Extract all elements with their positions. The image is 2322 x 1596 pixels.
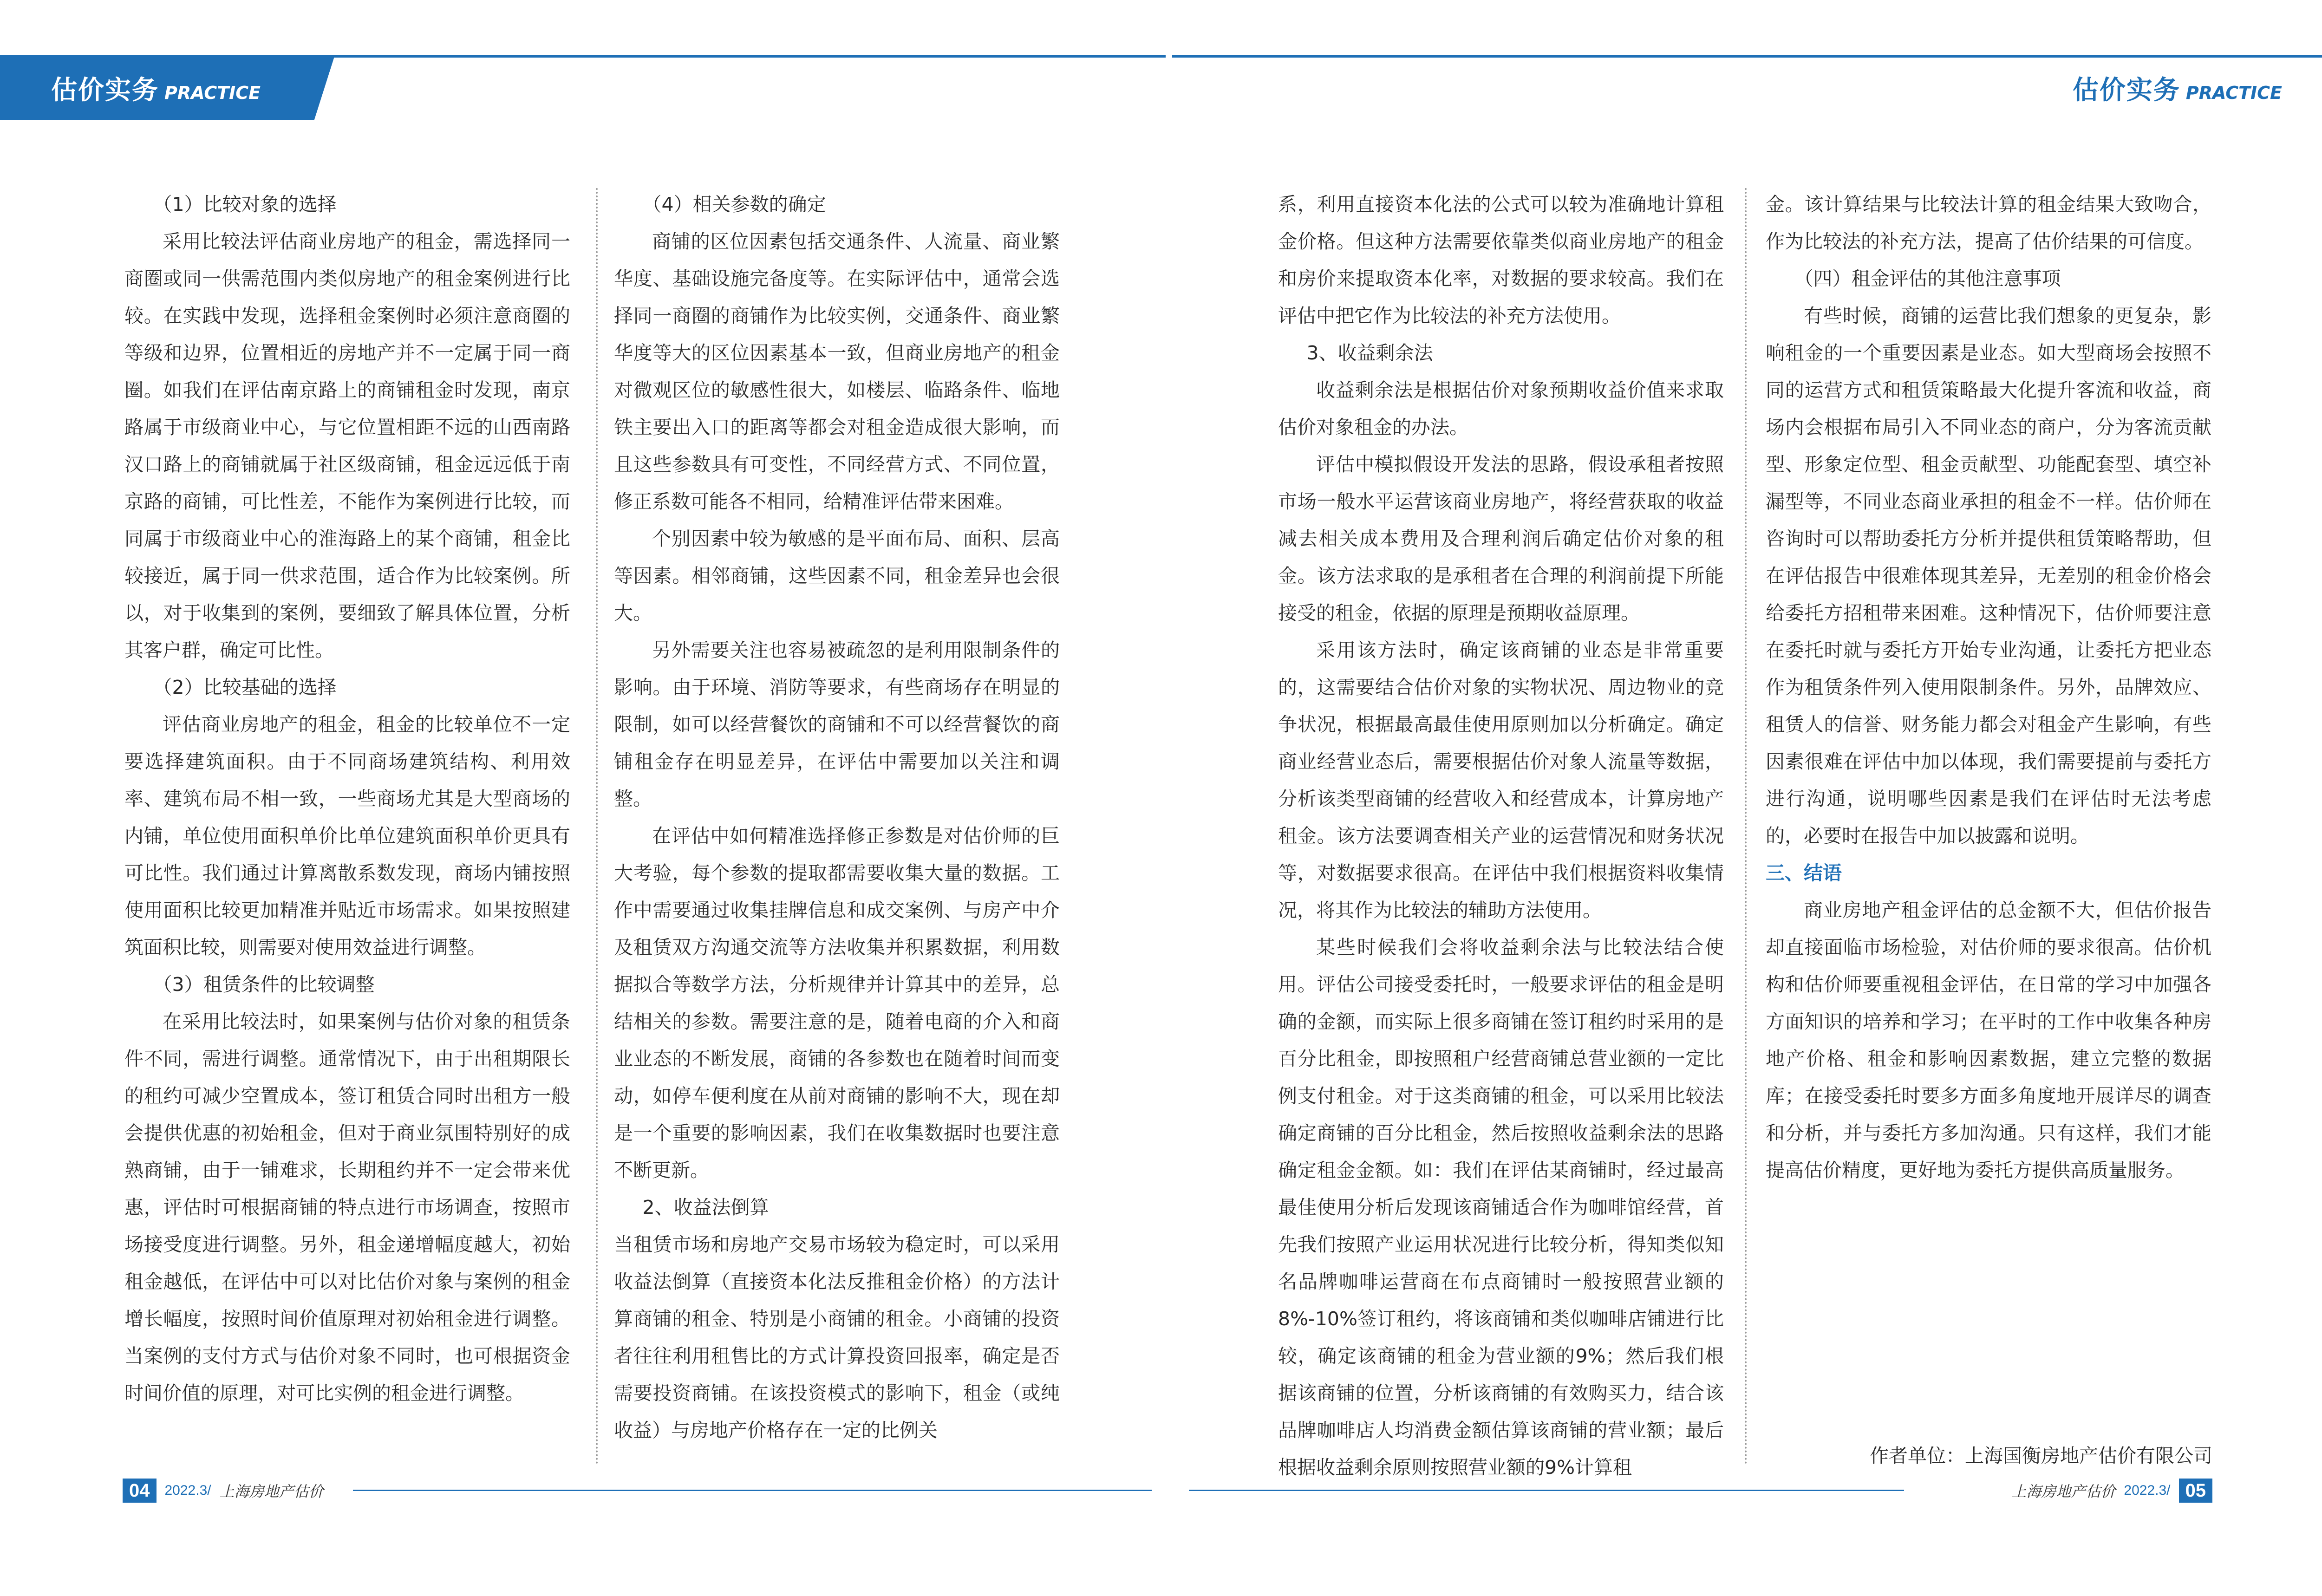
subheading: （1）比较对象的选择: [153, 193, 337, 215]
column-divider: [596, 188, 598, 1465]
paragraph: 商铺的区位因素包括交通条件、人流量、商业繁华度、基础设施完备度等。在实际评估中，通常会选择同一商圈的商铺作为比较实例，交通条件、商业繁华度等大的区位因素基本一致，但商业房地产的租金对微观区位的敏感性很大，如楼层、临路条件、临地铁主要出入口的距离等都会对租金造成很大影响，而且这些参数具有可变性，不同经营方式、不同位置，修正系数可能各不相同，给精准评估带来困难。: [614, 230, 1060, 513]
paragraph: 采用该方法时，确定该商铺的业态是非常重要的，这需要结合估价对象的实物状况、周边物业的竞争状况，根据最高最佳使用原则加以分析确定。确定商业经营业态后，需要根据估价对象人流量等数据，分析该类型商铺的经营收入和经营成本，计算房地产租金。该方法要调查相关产业的运营情况和财务状况等，对数据要求很高。在评估中我们根据资料收集情况，将其作为比较法的辅助方法使用。: [1278, 639, 1724, 921]
subheading: 3、收益剩余法: [1306, 342, 1433, 364]
paragraph: 另外需要关注也容易被疏忽的是利用限制条件的影响。由于环境、消防等要求，有些商场存在明显的限制，如可以经营餐饮的商铺和不可以经营餐饮的商铺租金存在明显差异，在评估中需要加以关注和调整。: [614, 639, 1060, 810]
section-title-cn: 估价实务: [2072, 75, 2180, 105]
magazine-name: 上海房地产估价: [219, 1483, 324, 1500]
paragraph: 评估中模拟假设开发法的思路，假设承租者按照市场一般水平运营该商业房地产，将经营获取的收益减去相关成本费用及合理利润后确定估价对象的租金。该方法求取的是承租者在合理的利润前提下所能接受的租金，依据的原理是预期收益原理。: [1278, 453, 1724, 624]
magazine-name: 上海房地产估价: [2011, 1483, 2116, 1500]
issue-label: 2022.3/: [2124, 1483, 2171, 1498]
column-4: [1766, 186, 2211, 1189]
footer-rule-left: [353, 1490, 1152, 1491]
section-title-en: PRACTICE: [164, 83, 261, 103]
subheading: （3）租赁条件的比较调整: [153, 973, 375, 996]
section-title-right: [2073, 70, 2282, 107]
author-affiliation: 作者单位：上海国衡房地产估价有限公司: [1870, 1445, 2212, 1467]
paragraph: 金。该计算结果与比较法计算的租金结果大致吻合，作为比较法的补充方法，提高了估价结果的可信度。: [1766, 193, 2211, 253]
subheading: （4）相关参数的确定: [642, 193, 826, 215]
column-2: [614, 186, 1060, 1449]
conclusion-heading: 三、结语: [1766, 862, 1842, 884]
paragraph: 系，利用直接资本化法的公式可以较为准确地计算租金价格。但这种方法需要依靠类似商业房地产的租金和房价来提取资本化率，对数据的要求较高。我们在评估中把它作为比较法的补充方法使用。: [1278, 193, 1724, 327]
paragraph: 当租赁市场和房地产交易市场较为稳定时，可以采用收益法倒算（直接资本化法反推租金价格）的方法计算商铺的租金、特别是小商铺的租金。小商铺的投资者往往利用租售比的方式计算投资回报率，确定是否需要投资商铺。在该投资模式的影响下，租金（或纯收益）与房地产价格存在一定的比例关: [614, 1233, 1060, 1441]
subheading: 2、收益法倒算: [642, 1196, 769, 1218]
footer-left: [123, 1478, 324, 1504]
column-3: [1278, 186, 1724, 1486]
paragraph: 收益剩余法是根据估价对象预期收益价值来求取估价对象租金的办法。: [1278, 379, 1724, 438]
section-title-left: [51, 70, 261, 107]
paragraph: 个别因素中较为敏感的是平面布局、面积、层高等因素。相邻商铺，这些因素不同，租金差异也会很大。: [614, 528, 1060, 624]
paragraph: 商业房地产租金评估的总金额不大，但估价报告却直接面临市场检验，对估价师的要求很高。估价机构和估价师要重视租金评估，在日常的学习中加强各方面知识的培养和学习；在平时的工作中收集各种房地产价格、租金和影响因素数据，建立完整的数据库；在接受委托时要多方面多角度地开展详尽的调查和分析，并与委托方多加沟通。只有这样，我们才能提高估价精度，更好地为委托方提供高质量服务。: [1766, 899, 2211, 1181]
subheading: （2）比较基础的选择: [153, 676, 337, 698]
paragraph: 在评估中如何精准选择修正参数是对估价师的巨大考验，每个参数的提取都需要收集大量的数据。工作中需要通过收集挂牌信息和成交案例、与房产中介及租赁双方沟通交流等方法收集并积累数据，利用数据拟合等数学方法，分析规律并计算其中的差异，总结相关的参数。需要注意的是，随着电商的介入和商业业态的不断发展，商铺的各参数也在随着时间而变动，如停车便利度在从前对商铺的影响不大，现在却是一个重要的影响因素，我们在收集数据时也要注意不断更新。: [614, 825, 1060, 1181]
footer-rule-right: [1189, 1490, 1904, 1491]
page-number: 04: [123, 1479, 157, 1503]
column-1: [124, 186, 570, 1412]
paragraph: 评估商业房地产的租金，租金的比较单位不一定要选择建筑面积。由于不同商场建筑结构、利用效率、建筑布局不相一致，一些商场尤其是大型商场的内铺，单位使用面积单价比单位建筑面积单价更具有可比性。我们通过计算离散系数发现，商场内铺按照使用面积比较更加精准并贴近市场需求。如果按照建筑面积比较，则需要对使用效益进行调整。: [124, 713, 570, 958]
column-divider: [1745, 188, 1747, 1465]
paragraph: 某些时候我们会将收益剩余法与比较法结合使用。评估公司接受委托时，一般要求评估的租金是明确的金额，而实际上很多商铺在签订租约时采用的是百分比租金，即按照租户经营商铺总营业额的一定比例支付租金。对于这类商铺的租金，可以采用比较法确定商铺的百分比租金，然后按照收益剩余法的思路确定租金金额。如：我们在评估某商铺时，经过最高最佳使用分析后发现该商铺适合作为咖啡馆经营，首先我们按照产业运用状况进行比较分析，得知类似知名品牌咖啡运营商在布点商铺时一般按照营业额的8%-10%签订租约，将该商铺和类似咖啡店铺进行比较，确定该商铺的租金为营业额的9%；然后我们根据该商铺的位置，分析该商铺的有效购买力，结合该品牌咖啡店人均消费金额估算该商铺的营业额；最后根据收益剩余原则按照营业额的9%计算租: [1278, 936, 1724, 1479]
issue-label: 2022.3/: [164, 1483, 211, 1498]
paragraph: 采用比较法评估商业房地产的租金，需选择同一商圈或同一供需范围内类似房地产的租金案例进行比较。在实践中发现，选择租金案例时必须注意商圈的等级和边界，位置相近的房地产并不一定属于同一商圈。如我们在评估南京路上的商铺租金时发现，南京路属于市级商业中心，与它位置相距不远的山西南路汉口路上的商铺就属于社区级商铺，租金远远低于南京路的商铺，可比性差，不能作为案例进行比较，而同属于市级商业中心的淮海路上的某个商铺，租金比较接近，属于同一供求范围，适合作为比较案例。所以，对于收集到的案例，要细致了解具体位置，分析其客户群，确定可比性。: [124, 230, 570, 661]
paragraph: 有些时候，商铺的运营比我们想象的更复杂，影响租金的一个重要因素是业态。如大型商场会按照不同的运营方式和租赁策略最大化提升客流和收益，商场内会根据布局引入不同业态的商户，分为客流贡献型、形象定位型、租金贡献型、功能配套型、填空补漏型等，不同业态商业承担的租金不一样。估价师在咨询时可以帮助委托方分析并提供租赁策略帮助，但在评估报告中很难体现其差异，无差别的租金价格会给委托方招租带来困难。这种情况下，估价师要注意在委托时就与委托方开始专业沟通，让委托方把业态作为租赁条件列入使用限制条件。另外，品牌效应、租赁人的信誉、财务能力都会对租金产生影响，有些因素很难在评估中加以体现，我们需要提前与委托方进行沟通，说明哪些因素是我们在评估时无法考虑的，必要时在报告中加以披露和说明。: [1766, 305, 2211, 847]
section-title-cn: 估价实务: [51, 75, 159, 105]
header-rule-right: [1172, 55, 2322, 58]
page-number: 05: [2179, 1479, 2213, 1503]
footer-right: [2011, 1478, 2212, 1504]
subheading: （四）租金评估的其他注意事项: [1794, 267, 2061, 290]
paragraph: 在采用比较法时，如果案例与估价对象的租赁条件不同，需进行调整。通常情况下，由于出租期限长的租约可减少空置成本，签订租赁合同时出租方一般会提供优惠的初始租金，但对于商业氛围特别好的成熟商铺，由于一铺难求，长期租约并不一定会带来优惠，评估时可根据商铺的特点进行市场调查，按照市场接受度进行调整。另外，租金递增幅度越大，初始租金越低，在评估中可以对比估价对象与案例的租金增长幅度，按照时间价值原理对初始租金进行调整。当案例的支付方式与估价对象不同时，也可根据资金时间价值的原理，对可比实例的租金进行调整。: [124, 1010, 570, 1404]
section-title-en: PRACTICE: [2185, 83, 2282, 103]
